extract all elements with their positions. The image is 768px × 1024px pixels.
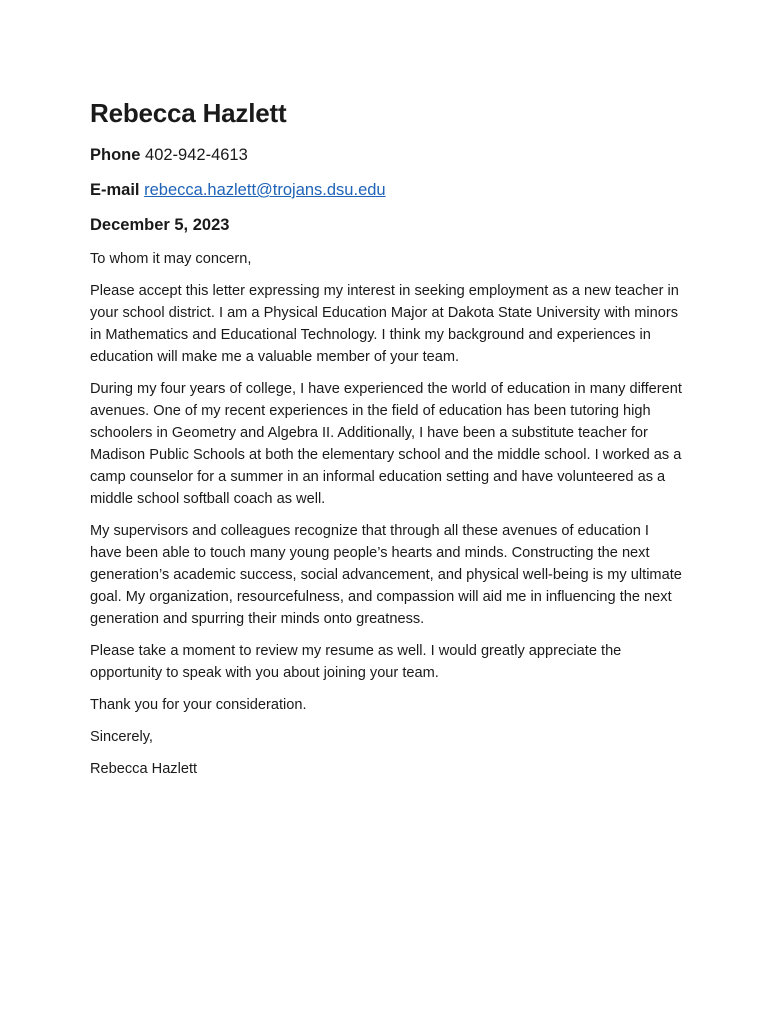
letter-date: December 5, 2023 [90, 216, 230, 234]
signature-line: Rebecca Hazlett [90, 761, 198, 777]
letter-page [90, 96, 682, 790]
body-paragraph-1: Please accept this letter expressing my interest in seeking employment as a new teacher in your school district. I am a Physical Education Major at Dakota State University with minors in Mathematics and Educational Technology. I think my background and experiences in education will make me a valuable member of your team. [90, 283, 679, 365]
email-line [90, 179, 682, 201]
sender-name: Rebecca Hazlett [90, 98, 287, 128]
body-paragraph-3: My supervisors and colleagues recognize that through all these avenues of education I have been able to touch many young people’s hearts and minds. Constructing the next generation’s academic success, social advancement, and physical well-being is my ultimate goal. My organization, resourcefulness, and compassion will aid me in influencing the next generation and spurring their minds onto greatness. [90, 523, 682, 627]
salutation: To whom it may concern, [90, 251, 252, 267]
phone-value: 402-942-4613 [145, 146, 248, 164]
closing-line: Sincerely, [90, 729, 153, 745]
thanks-line: Thank you for your consideration. [90, 697, 307, 713]
email-link[interactable]: rebecca.hazlett@trojans.dsu.edu [144, 181, 386, 199]
email-label: E-mail [90, 181, 140, 199]
phone-line [90, 144, 682, 166]
body-paragraph-2: During my four years of college, I have experienced the world of education in many different avenues. One of my recent experiences in the field of education has been tutoring high schoolers in Geometry and Algebra II. Additionally, I have been a substitute teacher for Madison Public Schools at both the elementary school and the middle school. I worked as a camp counselor for a summer in an informal education setting and have volunteered as a middle school softball coach as well. [90, 381, 682, 507]
body-paragraph-4: Please take a moment to review my resume as well. I would greatly appreciate the opportunity to speak with you about joining your team. [90, 643, 622, 681]
phone-label: Phone [90, 146, 141, 164]
